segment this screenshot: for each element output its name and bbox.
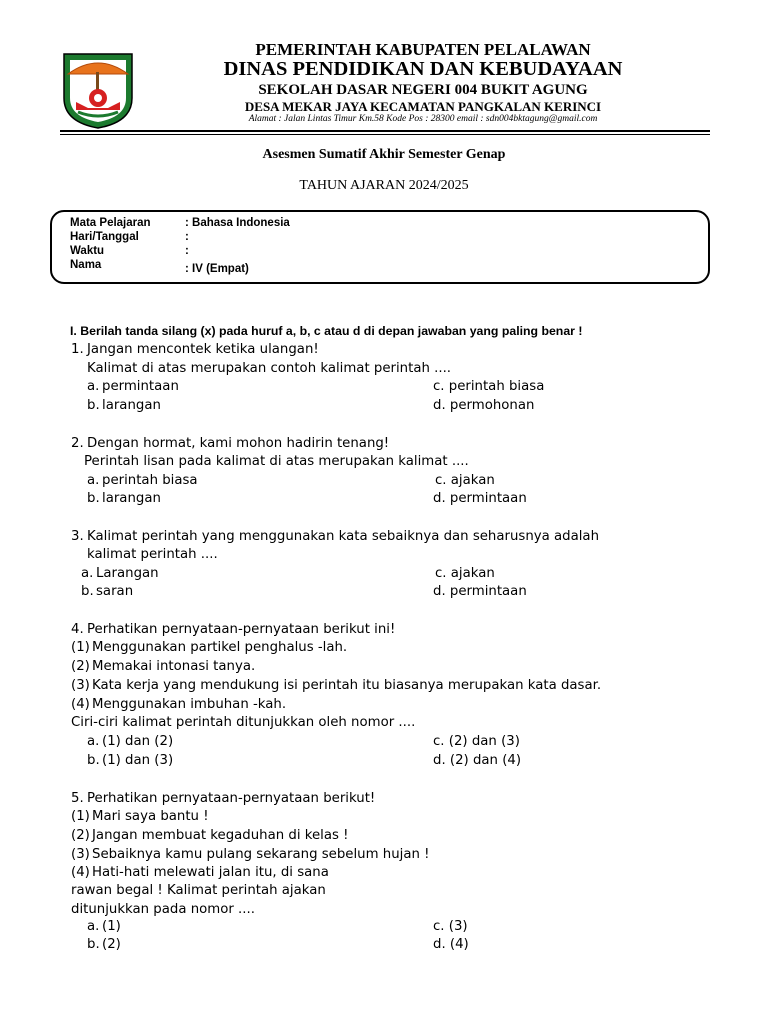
q5-item: Jangan membuat kegaduhan di kelas !: [92, 828, 349, 843]
q5-item-key: (4): [71, 865, 90, 880]
q5-option-d: d. (4): [433, 937, 469, 952]
regency-emblem-icon: [62, 48, 134, 130]
q5-option-a-key: a.: [87, 919, 100, 934]
q2-option-d: d. permintaan: [433, 491, 527, 506]
q4-option-b-key: b.: [87, 753, 100, 768]
q3-stem: kalimat perintah ....: [87, 547, 218, 562]
q3-option-c: c. ajakan: [435, 566, 495, 581]
q5-option-a: (1): [102, 919, 121, 934]
q4-item-key: (4): [71, 697, 90, 712]
q3-option-a-key: a.: [81, 566, 94, 581]
header-department: DINAS PENDIDIKAN DAN KEBUDAYAAN: [223, 58, 623, 80]
q4-text: Perhatikan pernyataan-pernyataan berikut ini!: [87, 622, 396, 637]
q2-option-b: larangan: [102, 491, 161, 506]
q2-text: Dengan hormat, kami mohon hadirin tenang!: [87, 436, 390, 451]
q5-item-key: (2): [71, 828, 90, 843]
q5-option-b-key: b.: [87, 937, 100, 952]
q5-item-key: (3): [71, 847, 90, 862]
q3-option-a: Larangan: [96, 566, 159, 581]
name-label: Nama: [70, 259, 102, 271]
header-government: PEMERINTAH KABUPATEN PELALAWAN: [255, 40, 591, 59]
q3-option-b-key: b.: [81, 584, 94, 599]
exam-title: Asesmen Sumatif Akhir Semester Genap: [262, 147, 506, 162]
q1-option-b-key: b.: [87, 398, 100, 413]
q2-number: 2.: [71, 436, 84, 451]
q2-option-a: perintah biasa: [102, 473, 198, 488]
header-rule: [60, 130, 710, 132]
q4-item-key: (3): [71, 678, 90, 693]
q1-option-b: larangan: [102, 398, 161, 413]
q5-option-b: (2): [102, 937, 121, 952]
header-address: Alamat : Jalan Lintas Timur Km.58 Kode Pos : 28300 email : sdn004bktagung@gmail.com: [248, 114, 598, 124]
q5-item: Hati-hati melewati jalan itu, di sana: [92, 865, 329, 880]
q5-item-key: (1): [71, 809, 90, 824]
q4-stem: Ciri-ciri kalimat perintah ditunjukkan oleh nomor ....: [71, 715, 416, 730]
q4-item: Memakai intonasi tanya.: [92, 659, 256, 674]
q5-option-c: c. (3): [433, 919, 468, 934]
q2-option-c: c. ajakan: [435, 473, 495, 488]
q4-option-b: (1) dan (3): [102, 753, 174, 768]
q1-text: Jangan mencontek ketika ulangan!: [87, 342, 319, 357]
q1-option-a: permintaan: [102, 379, 179, 394]
q4-option-a: (1) dan (2): [102, 734, 174, 749]
q2-option-a-key: a.: [87, 473, 100, 488]
header-village: DESA MEKAR JAYA KECAMATAN PANGKALAN KERINCI: [244, 99, 602, 114]
school-logo: [62, 48, 134, 130]
q1-stem: Kalimat di atas merupakan contoh kalimat perintah ....: [87, 361, 452, 376]
header-rule-thin: [60, 134, 710, 135]
q4-option-c: c. (2) dan (3): [433, 734, 520, 749]
time-value: :: [185, 245, 189, 257]
q3-number: 3.: [71, 529, 84, 544]
q1-option-a-key: a.: [87, 379, 100, 394]
q4-item: Menggunakan partikel penghalus -lah.: [92, 640, 348, 655]
q5-item: Mari saya bantu !: [92, 809, 209, 824]
q5-stem-cont: ditunjukkan pada nomor ....: [71, 902, 255, 917]
q1-number: 1.: [71, 342, 84, 357]
q5-text: Perhatikan pernyataan-pernyataan berikut!: [87, 791, 376, 806]
instruction-text: I. Berilah tanda silang (x) pada huruf a, b, c atau d di depan jawaban yang paling benar !: [70, 324, 583, 338]
exam-year: TAHUN AJARAN 2024/2025: [299, 178, 469, 193]
q3-text: Kalimat perintah yang menggunakan kata sebaiknya dan seharusnya adalah: [87, 529, 600, 544]
q2-stem: Perintah lisan pada kalimat di atas merupakan kalimat ....: [84, 454, 469, 469]
class-value: : IV (Empat): [185, 263, 249, 275]
q4-item-key: (2): [71, 659, 90, 674]
subject-label: Mata Pelajaran: [70, 217, 151, 229]
q4-option-a-key: a.: [87, 734, 100, 749]
time-label: Waktu: [70, 245, 105, 257]
header-school: SEKOLAH DASAR NEGERI 004 BUKIT AGUNG: [258, 82, 588, 98]
q5-stem: rawan begal ! Kalimat perintah ajakan: [71, 883, 326, 898]
q1-option-c: c. perintah biasa: [433, 379, 545, 394]
q3-option-b: saran: [96, 584, 134, 599]
q4-option-d: d. (2) dan (4): [433, 753, 522, 768]
q1-option-d: d. permohonan: [433, 398, 535, 413]
q4-number: 4.: [71, 622, 84, 637]
q4-item-key: (1): [71, 640, 90, 655]
q2-option-b-key: b.: [87, 491, 100, 506]
q4-item: Kata kerja yang mendukung isi perintah itu biasanya merupakan kata dasar.: [92, 678, 602, 693]
q3-option-d: d. permintaan: [433, 584, 527, 599]
q4-item: Menggunakan imbuhan -kah.: [92, 697, 287, 712]
day-value: :: [185, 231, 189, 243]
subject-value: : Bahasa Indonesia: [185, 217, 290, 229]
day-label: Hari/Tanggal: [70, 231, 139, 243]
q5-item: Sebaiknya kamu pulang sekarang sebelum hujan !: [92, 847, 430, 862]
q5-number: 5.: [71, 791, 84, 806]
